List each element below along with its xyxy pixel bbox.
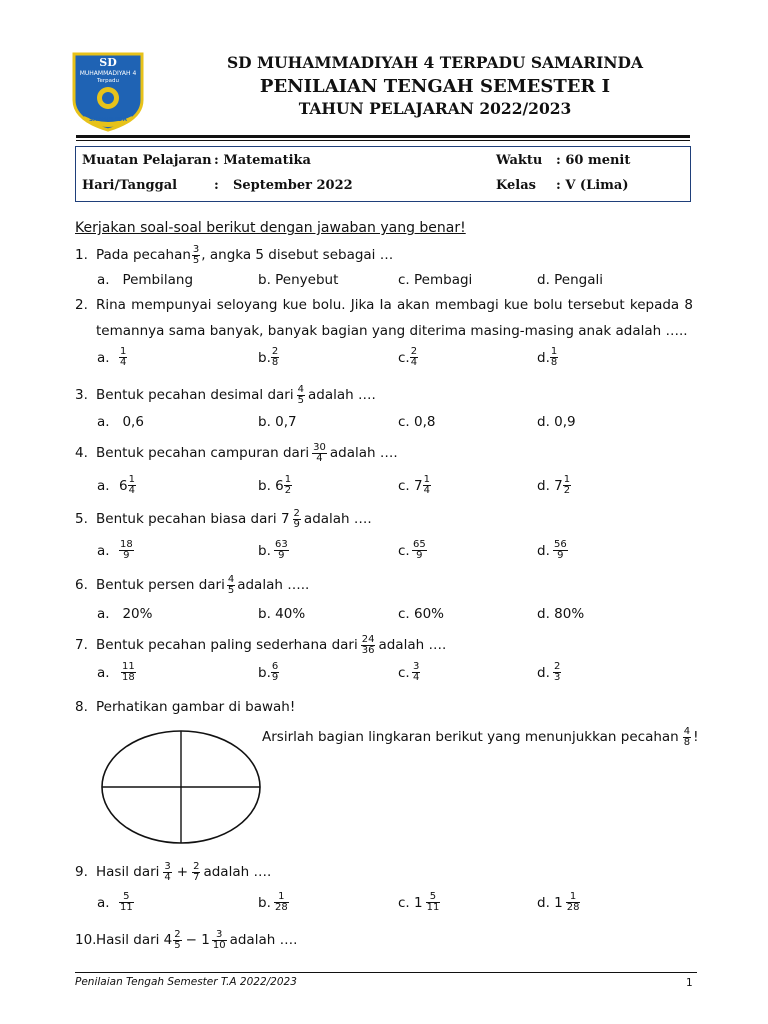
school-name: SD MUHAMMADIYAH 4 TERPADU SAMARINDA — [226, 53, 644, 72]
q9-text-end: adalah …. — [203, 864, 272, 880]
q9-option-c[interactable]: c. 1 5 11 — [398, 891, 440, 913]
class-value: : V (Lima) — [556, 178, 629, 193]
q2-option-d[interactable]: d. 1 8 — [537, 346, 558, 368]
q7-option-d[interactable]: d. 2 3 — [537, 661, 561, 683]
q3-text: Bentuk pecahan desimal dari — [96, 387, 294, 403]
q8-task — [262, 722, 699, 752]
subject-value: : Matematika — [214, 153, 311, 168]
q7-text: Bentuk pecahan paling sederhana dari — [96, 637, 358, 653]
question-5 — [75, 504, 372, 534]
q9-fraction-2: $\frac{2}{7}$ — [193, 860, 200, 883]
q5-option-c[interactable]: c. 65 9 — [398, 539, 426, 561]
q10-text: Hasil dari 4 — [96, 932, 173, 948]
q6-option-d[interactable]: d. 80% — [537, 606, 585, 622]
q5-text-end: adalah …. — [303, 511, 372, 527]
q5-option-a[interactable]: a. 18 9 — [97, 539, 133, 561]
q3-text-end: adalah …. — [307, 387, 376, 403]
header-rule-thick — [76, 135, 690, 138]
q10-text-end: adalah …. — [229, 932, 298, 948]
q5-fraction: 2 9 — [293, 507, 300, 530]
day-value: September 2022 — [233, 178, 353, 193]
q1-option-c[interactable]: c. Pembagi — [398, 272, 473, 288]
question-1 — [75, 240, 393, 270]
q6-option-a[interactable]: a. 20% — [97, 606, 153, 622]
q4-number: 4. — [75, 445, 88, 461]
q9-text: Hasil dari — [96, 864, 160, 880]
q6-number: 6. — [75, 577, 88, 593]
q7-fraction: 24 36 — [361, 633, 375, 656]
q4-text-end: adalah …. — [329, 445, 398, 461]
q3-option-b[interactable]: b. 0,7 — [258, 414, 297, 430]
q9-number: 9. — [75, 864, 88, 880]
q5-number: 5. — [75, 511, 88, 527]
q10-number: 10. — [75, 932, 97, 948]
day-label: Hari/Tanggal — [82, 178, 178, 193]
question-8 — [75, 699, 295, 715]
q5-option-b[interactable]: b. 63 9 — [258, 539, 288, 561]
header-rule-thin — [76, 140, 690, 141]
q8-number: 8. — [75, 699, 88, 715]
q4-text: Bentuk pecahan campuran dari — [96, 445, 310, 461]
q4-option-c[interactable]: c. 7 1 4 — [398, 474, 430, 496]
q2-option-b[interactable]: b. 2 8 — [258, 346, 279, 368]
q8-text: Perhatikan gambar di bawah! — [96, 699, 296, 715]
school-logo — [70, 50, 146, 132]
subject-label: Muatan Pelajaran — [82, 153, 212, 168]
exam-title: PENILAIAN TENGAH SEMESTER I — [259, 76, 611, 97]
question-6 — [75, 570, 309, 600]
q9-option-d[interactable]: d. 1 1 28 — [537, 891, 580, 913]
q8-fraction: 4 8 — [683, 725, 691, 748]
logo-text-mid: MUHAMMADIYAH 4 — [79, 70, 137, 77]
logo-text-top: SD — [99, 56, 117, 69]
time-label: Waktu — [496, 153, 543, 168]
instruction: Kerjakan soal-soal berikut dengan jawaban yang benar! — [75, 220, 466, 236]
question-9 — [75, 857, 271, 887]
q4-fraction: 30 4 — [313, 441, 326, 464]
q7-option-a[interactable]: a. 11 18 — [97, 661, 135, 683]
question-4 — [75, 438, 398, 468]
q1-fraction: 3 5 — [192, 243, 200, 266]
q7-number: 7. — [75, 637, 88, 653]
q2-line-1: Rina mempunyai seloyang kue bolu. Jika Ia akan membagi kue bolu tersebut kepada 8 — [96, 297, 693, 313]
question-7 — [75, 630, 446, 660]
q1-text-end: , angka 5 disebut sebagai … — [201, 247, 394, 263]
q1-option-a[interactable]: a. Pembilang — [97, 272, 194, 288]
exam-info-box — [75, 146, 691, 202]
q2-option-a[interactable]: a. 1 4 — [97, 346, 127, 368]
q2-line-2: temannya sama banyak, banyak bagian yang diterima masing-masing anak adalah ….. — [96, 323, 688, 339]
q1-text: Pada pecahan — [96, 247, 191, 263]
logo-text-sub: Terpadu — [97, 78, 119, 84]
footer-text: Penilaian Tengah Semester T.A 2022/2023 — [75, 976, 297, 988]
q10-fraction-1: 2 5 — [174, 928, 181, 951]
q6-text-end: adalah ….. — [237, 577, 310, 593]
q1-number: 1. — [75, 247, 88, 263]
q8-task-end: ! — [693, 729, 699, 745]
class-label: Kelas — [496, 178, 536, 193]
q1-option-b[interactable]: b. Penyebut — [258, 272, 339, 288]
logo-text-bottom: SAMARINDA — [89, 117, 127, 123]
q4-option-d[interactable]: d. 7 1 2 — [537, 474, 571, 496]
day-colon: : — [214, 178, 219, 193]
q8-task-text: Arsirlah bagian lingkaran berikut yang menunjukkan pecahan — [262, 729, 679, 745]
q2-option-c[interactable]: c. 2 4 — [398, 346, 418, 368]
footer-rule — [75, 972, 697, 973]
q9-fraction-1: 3 4 — [164, 860, 171, 883]
q3-option-c[interactable]: c. 0,8 — [398, 414, 436, 430]
q6-text: Bentuk persen dari — [96, 577, 225, 593]
q7-option-c[interactable]: c. 3 4 — [398, 661, 420, 683]
time-value: : 60 menit — [556, 153, 631, 168]
q6-fraction: 4 5 — [227, 573, 235, 596]
question-10 — [75, 925, 297, 955]
q7-option-b[interactable]: b. 6 9 — [258, 661, 279, 683]
q4-option-b[interactable]: b. 6 1 2 — [258, 474, 292, 496]
q6-option-b[interactable]: b. 40% — [258, 606, 306, 622]
question-3 — [75, 380, 376, 410]
school-year: TAHUN PELAJARAN 2022/2023 — [298, 99, 572, 118]
q7-text-end: adalah …. — [378, 637, 447, 653]
q9-option-a[interactable]: a. 5 11 — [97, 891, 133, 913]
q10-fraction-2: 3 10 — [212, 928, 226, 951]
q3-number: 3. — [75, 387, 88, 403]
circle-diagram[interactable] — [100, 729, 262, 845]
q6-option-c[interactable]: c. 60% — [398, 606, 445, 622]
page-number: 1 — [686, 977, 693, 989]
q9-operator: + — [176, 864, 189, 880]
q3-option-a[interactable]: a. 0,6 — [97, 414, 144, 430]
q5-option-d[interactable]: d. 56 9 — [537, 539, 567, 561]
q4-option-a[interactable]: a. 6 1 4 — [97, 474, 135, 496]
q9-option-b[interactable]: b. 1 28 — [258, 891, 288, 913]
q3-option-d[interactable]: d. 0,9 — [537, 414, 576, 430]
q10-operator: − 1 — [185, 932, 210, 948]
q1-option-d[interactable]: d. Pengali — [537, 272, 604, 288]
q5-text: Bentuk pecahan biasa dari 7 — [96, 511, 290, 527]
q2-number: 2. — [75, 297, 88, 313]
q3-fraction: 4 5 — [297, 383, 304, 406]
